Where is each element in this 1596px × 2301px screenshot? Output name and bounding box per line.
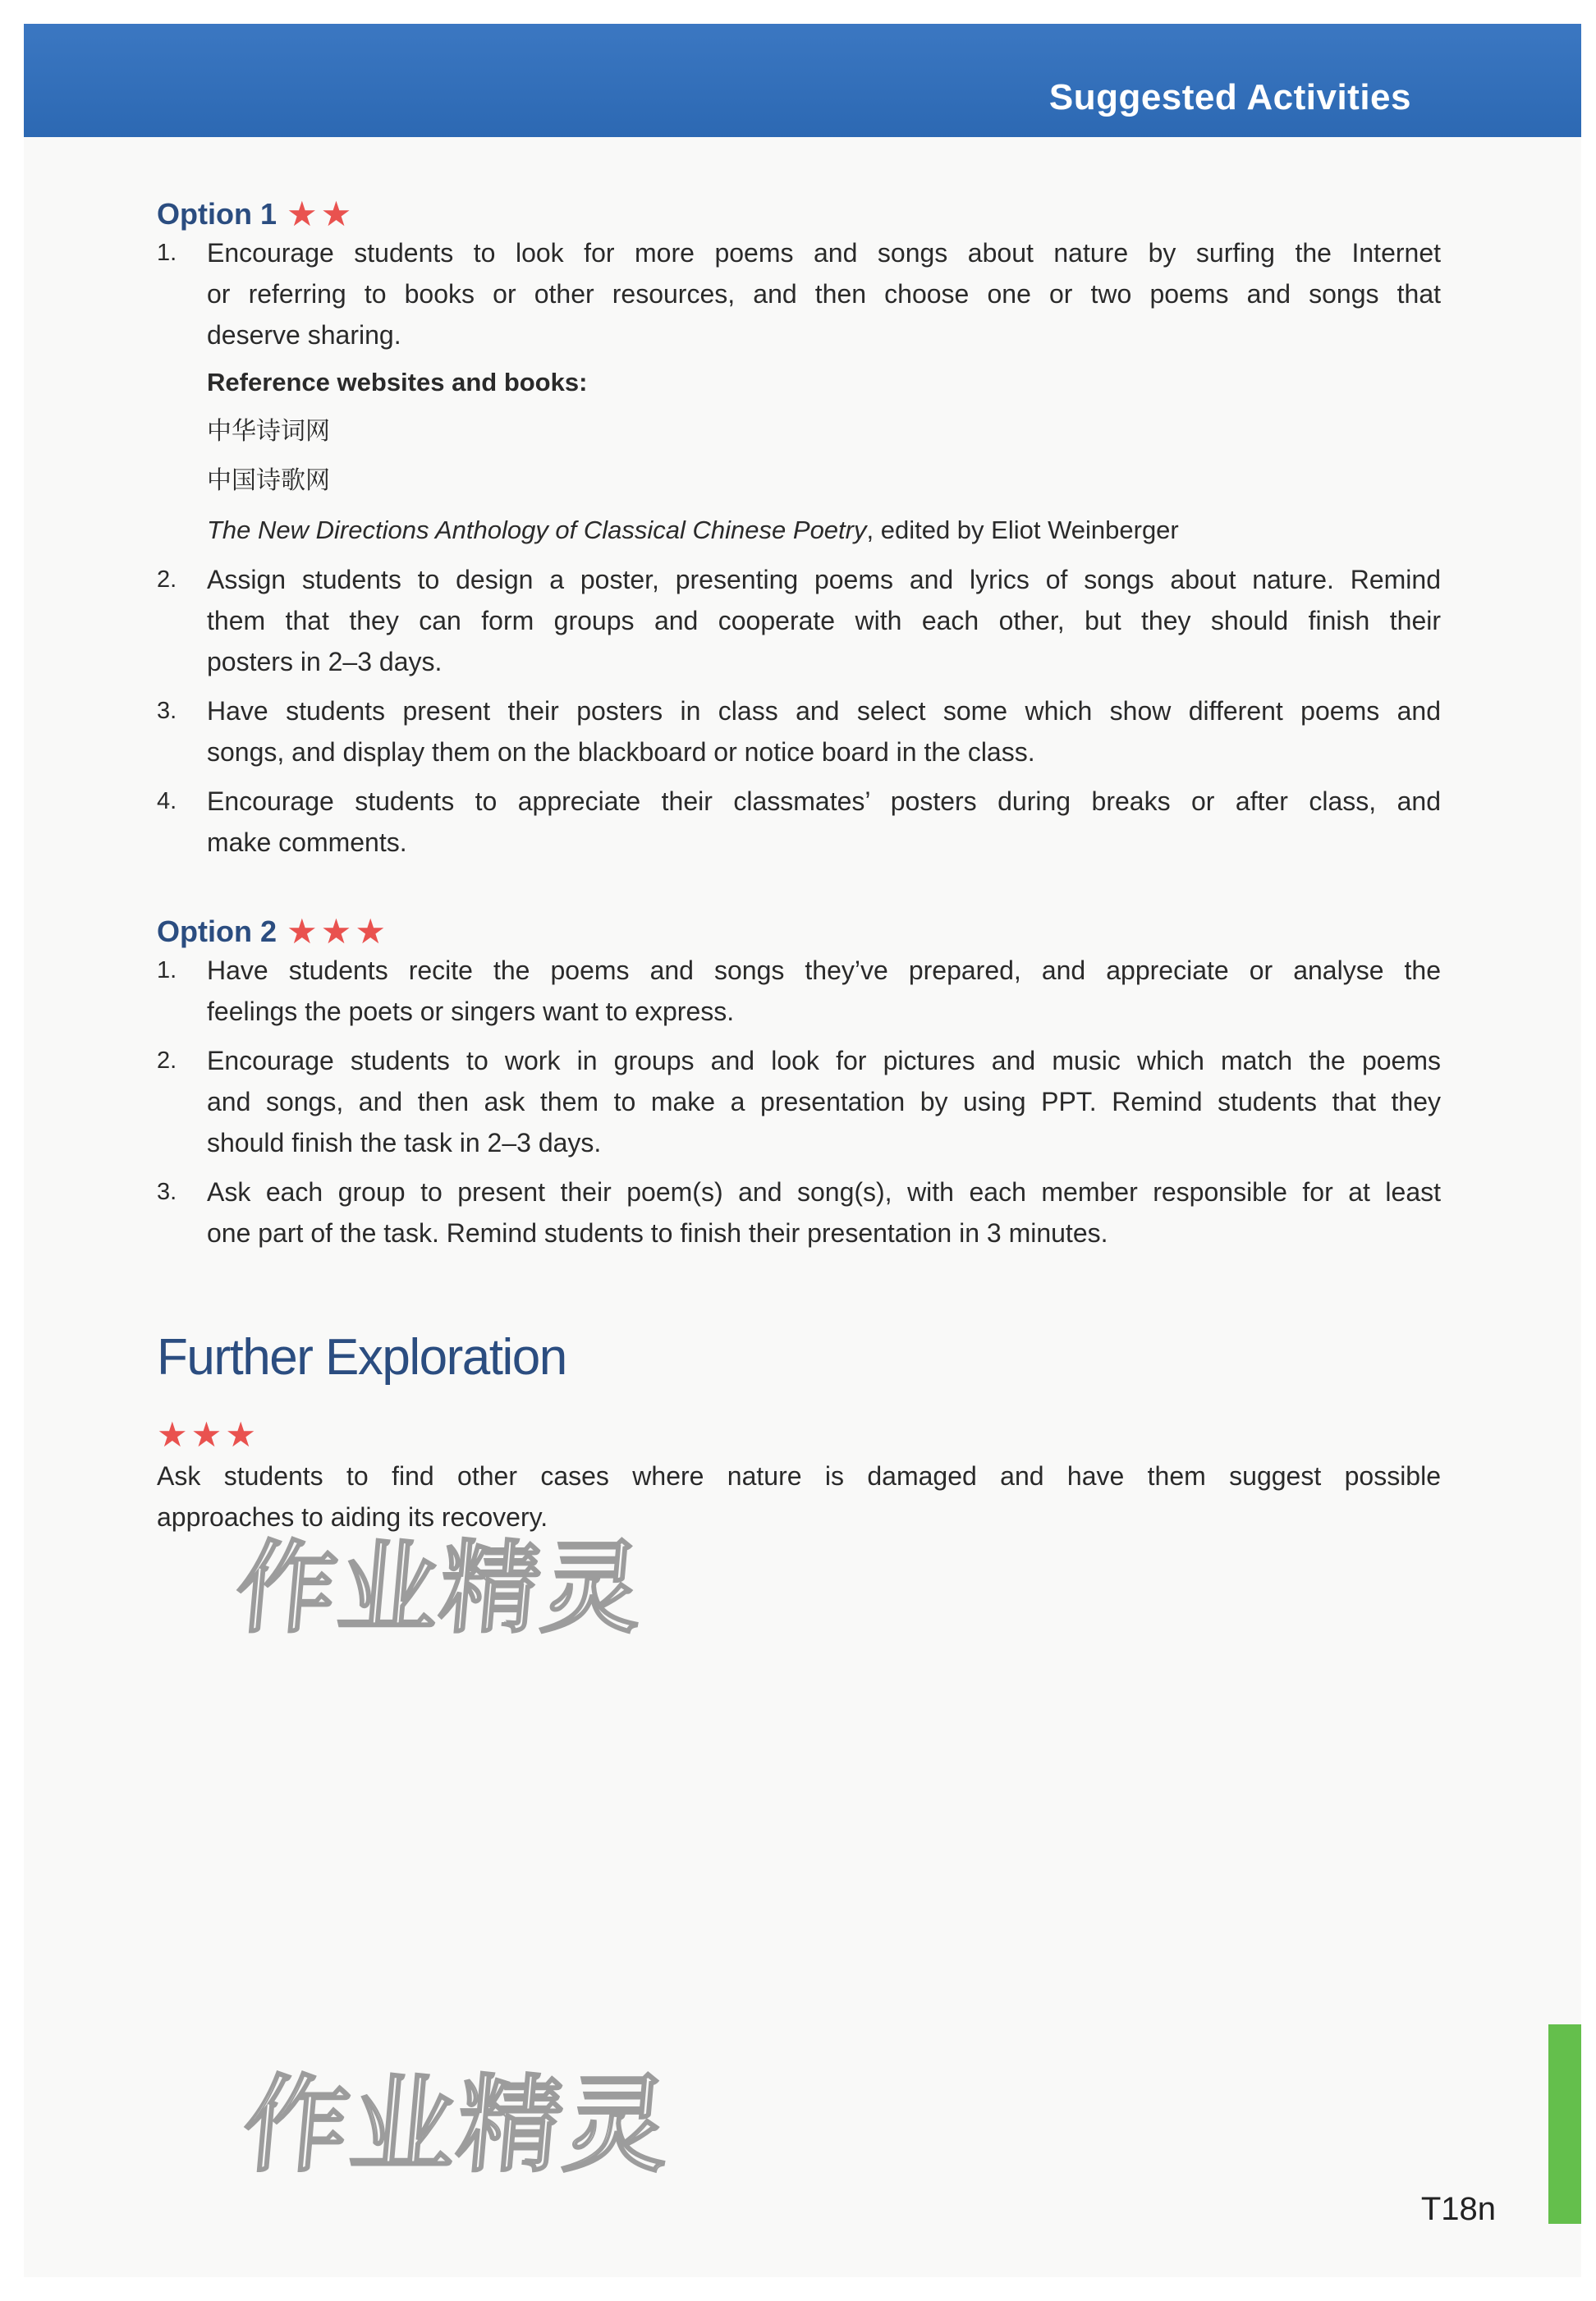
item-number: 3. [157, 698, 177, 724]
text-line: Ask each group to present their poem(s) and song(s), with each member responsible for at least [207, 1177, 1441, 1207]
text-line: deserve sharing. [207, 320, 401, 350]
star-icon: ★ [320, 194, 352, 234]
reference-site: 中华诗词网 [207, 417, 330, 446]
text-line: and songs, and then ask them to make a presentation by using PPT. Remind students that they [207, 1087, 1441, 1116]
text-line: should finish the task in 2–3 days. [207, 1128, 602, 1157]
item-number: 1. [157, 957, 177, 983]
text-line: make comments. [207, 827, 407, 857]
further-exploration-section [157, 1325, 1441, 1538]
section-tab [1548, 2024, 1581, 2224]
list-item [157, 1040, 1441, 1163]
reference-list [207, 362, 1441, 551]
reference-book [207, 510, 1441, 551]
item-body [207, 232, 1441, 551]
star-icon: ★ [157, 1414, 188, 1455]
list-item [157, 781, 1441, 863]
text-line: songs, and display them on the blackboard or notice board in the class. [207, 737, 1035, 767]
item-number: 3. [157, 1179, 177, 1205]
option-heading [157, 911, 1441, 951]
text-line: or referring to books or other resources, and then choose one or two poems and songs that [207, 279, 1441, 309]
star-icon: ★ [225, 1414, 256, 1455]
text-line: Have students present their posters in class and select some which show different poems and [207, 696, 1441, 726]
item-body [207, 559, 1441, 682]
text-line: Assign students to design a poster, presenting poems and lyrics of songs about nature. Remind [207, 565, 1441, 594]
star-icon: ★ [287, 911, 318, 951]
text-line: approaches to aiding its recovery. [157, 1502, 548, 1532]
item-number: 2. [157, 566, 177, 593]
header-bar [24, 24, 1581, 137]
item-number: 1. [157, 240, 177, 266]
option-label: Option 1 [157, 197, 277, 231]
difficulty-stars [287, 911, 389, 951]
star-icon: ★ [287, 194, 318, 234]
further-text [157, 1455, 1441, 1538]
watermark: 作业精灵 [238, 2065, 676, 2187]
item-body [207, 1040, 1441, 1163]
text-line: Encourage students to work in groups and look for pictures and music which match the poems [207, 1046, 1441, 1075]
item-number: 2. [157, 1047, 177, 1074]
list-item [157, 232, 1441, 551]
text-line: Encourage students to look for more poems and songs about nature by surfing the Internet [207, 238, 1441, 268]
list-item [157, 559, 1441, 682]
item-body [207, 781, 1441, 863]
section-title: Further Exploration [157, 1329, 566, 1386]
difficulty-stars [157, 1414, 1441, 1455]
text-line: them that they can form groups and cooperate with each other, but they should finish their [207, 606, 1441, 635]
reference-site: 中国诗歌网 [207, 466, 330, 495]
option-heading [157, 196, 1441, 232]
page-number: T18n [1420, 2191, 1496, 2227]
book-editor: , edited by Eliot Weinberger [866, 516, 1179, 544]
star-icon: ★ [190, 1414, 222, 1455]
item-body [207, 950, 1441, 1032]
watermark: 作业精灵 [231, 1530, 649, 1647]
star-icon: ★ [355, 911, 386, 951]
item-body [207, 690, 1441, 772]
option-2-section [157, 911, 1441, 1254]
text-line: Have students recite the poems and songs they’ve prepared, and appreciate or analyse the [207, 956, 1441, 985]
reference-heading: Reference websites and books: [207, 368, 588, 396]
text-line: one part of the task. Remind students to finish their presentation in 3 minutes. [207, 1218, 1108, 1248]
content-area [157, 196, 1441, 1538]
item-body [207, 1171, 1441, 1254]
list-item [157, 1171, 1441, 1254]
book-title: The New Directions Anthology of Classical Chinese Poetry [207, 516, 867, 544]
text-line: Encourage students to appreciate their classmates’ posters during breaks or after class, and [207, 786, 1441, 816]
difficulty-stars [287, 196, 355, 234]
list-item [157, 690, 1441, 772]
text-line: posters in 2–3 days. [207, 647, 443, 676]
list-item [157, 950, 1441, 1032]
option-1-section [157, 196, 1441, 863]
header-title: Suggested Activities [1048, 77, 1411, 117]
text-line: feelings the poets or singers want to express. [207, 997, 735, 1026]
star-icon: ★ [320, 911, 352, 951]
text-line: Ask students to find other cases where nature is damaged and have them suggest possible [157, 1461, 1441, 1491]
option-label: Option 2 [157, 914, 277, 948]
item-number: 4. [157, 788, 177, 814]
